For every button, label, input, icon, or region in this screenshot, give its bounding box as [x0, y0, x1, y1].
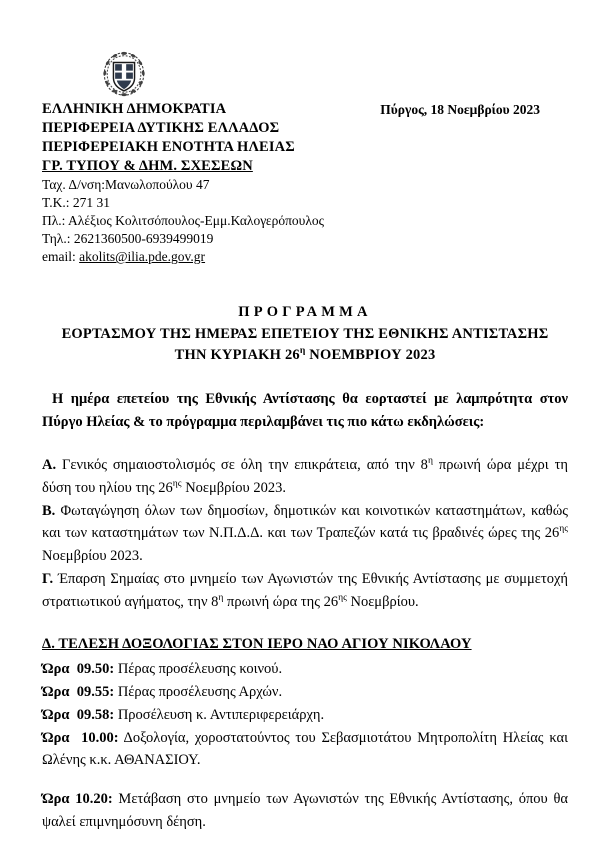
- section-a-sup-1: η: [427, 454, 433, 466]
- contact-email-address[interactable]: akolits@ilia.pde.gov.gr: [79, 249, 206, 265]
- section-item-g: [42, 568, 568, 614]
- section-a-label: Α.: [42, 456, 57, 473]
- title-date-suffix: ΝΟΕΜΒΡΙΟΥ 2023: [305, 346, 436, 363]
- final-time-label: Ώρα: [42, 791, 70, 808]
- schedule-time-label: Ώρα: [42, 729, 70, 746]
- section-a-text-1: Γενικός σημαιοστολισμός σε όλη την επικράτεια, από την 8: [56, 456, 428, 473]
- org-line-office: ΓΡ. ΤΥΠΟΥ & ΔΗΜ. ΣΧΕΣΕΩΝ: [42, 157, 253, 174]
- contact-email: [42, 248, 568, 266]
- contact-email-label: email:: [42, 249, 80, 265]
- section-b-text-1: Φωταγώγηση όλων των δημοσίων, δημοτικών και κοινοτικών καταστημάτων, καθώς και των καταστημάτων των Ν.Π.Δ.Δ. και των Τραπεζών κατά τις βραδινές ώρες της 26: [42, 502, 568, 542]
- schedule-row: [42, 658, 568, 681]
- section-b-sup-1: ης: [559, 523, 568, 535]
- org-line-regional-unit: ΠΕΡΙΦΕΡΕΙΑΚΗ ΕΝΟΤΗΤΑ ΗΛΕΙΑΣ: [42, 138, 295, 155]
- schedule-time-label: Ώρα: [42, 683, 70, 700]
- schedule-time: 09.50:: [76, 660, 115, 677]
- schedule-text: Πέρας προσέλευσης Αρχών.: [114, 683, 283, 700]
- contact-info-officers: Πλ.: Αλέξιος Κολιτσόπουλος-Εμμ.Καλογερόπουλος: [42, 213, 324, 229]
- title-date-line: [42, 345, 568, 366]
- section-item-a: [42, 454, 568, 500]
- section-g-text-3: Νοεμβρίου.: [346, 594, 419, 611]
- intro-paragraph: Η ημέρα επετείου της Εθνικής Αντίστασης θα εορταστεί με λαμπρότητα στον Πύργο Ηλείας & το πρόγραμμα περιλαμβάνει τις πιο κάτω εκδηλώσεις:: [42, 390, 568, 430]
- document-date: Πύργος, 18 Νοεμβρίου 2023: [380, 102, 540, 117]
- schedule-list: [42, 658, 568, 773]
- section-g-text-1: Έπαρση Σημαίας στο μνημείο των Αγωνιστών της Εθνικής Αντίστασης με συμμετοχή στρατιωτικού αγήματος, την 8: [42, 571, 568, 611]
- final-schedule-row: [42, 788, 568, 834]
- page-title: ΠΡΟΓΡΑΜΜΑ: [238, 304, 372, 321]
- section-a-text-3: Νοεμβρίου 2023.: [181, 479, 286, 496]
- section-item-b: [42, 500, 568, 569]
- section-b-label: Β.: [42, 502, 56, 519]
- title-date-prefix: ΤΗΝ ΚΥΡΙΑΚΗ 26: [174, 346, 300, 363]
- schedule-row: [42, 681, 568, 704]
- section-a-sup-2: ης: [172, 477, 182, 489]
- schedule-text: Προσέλευση κ. Αντιπεριφερειάρχη.: [114, 706, 325, 723]
- org-line-country: ΕΛΛΗΝΙΚΗ ΔΗΜΟΚΡΑΤΙΑ: [42, 101, 227, 117]
- schedule-text: Δοξολογία, χοροστατούντος του Σεβασμιοτάτου Μητροπολίτη Ηλείας και Ωλένης κ.κ. ΑΘΑΝΑΣΙΟΥ.: [42, 729, 569, 769]
- schedule-row: [42, 704, 568, 727]
- contact-postcode: Τ.Κ.: 271 31: [42, 195, 110, 211]
- title-date-ordinal: η: [299, 345, 306, 357]
- doxologia-heading: Δ. ΤΕΛΕΣΗ ΔΟΞΟΛΟΓΙΑΣ ΣΤΟΝ ΙΕΡΟ ΝΑΟ ΑΓΙΟΥ ΝΙΚΟΛΑΟΥ: [42, 636, 472, 653]
- sections-list: [42, 454, 568, 614]
- final-text: Μετάβαση στο μνημείο των Αγωνιστών της Εθνικής Αντίστασης, όπου θα ψαλεί επιμνημόσυνη δέηση.: [42, 791, 568, 831]
- final-time: 10.20:: [75, 791, 113, 808]
- schedule-time: 09.55:: [76, 683, 115, 700]
- org-line-region: ΠΕΡΙΦΕΡΕΙΑ ΔΥΤΙΚΗΣ ΕΛΛΑΔΟΣ: [42, 119, 280, 136]
- section-a-text-2: πρωινή ώρα μέχρι τη δύση του ηλίου της 26: [42, 456, 568, 496]
- contact-address: Ταχ. Δ/νση:Μανωλοπούλου 47: [42, 177, 210, 193]
- schedule-text: Πέρας προσέλευσης κοινού.: [114, 660, 283, 677]
- section-g-sup-2: ης: [338, 592, 347, 604]
- organisation-block: [42, 100, 295, 175]
- title-subtitle: ΕΟΡΤΑΣΜΟΥ ΤΗΣ ΗΜΕΡΑΣ ΕΠΕΤΕΙΟΥ ΤΗΣ ΕΘΝΙΚΗΣ ΑΝΤΙΣΤΑΣΗΣ: [61, 325, 549, 342]
- section-g-text-2: πρωινή ώρα της 26: [223, 594, 339, 611]
- greek-coat-of-arms-icon: [100, 50, 148, 98]
- emblem-container: [42, 50, 568, 98]
- schedule-time: 09.58:: [76, 706, 115, 723]
- section-b-text-2: Νοεμβρίου 2023.: [42, 548, 143, 565]
- section-g-sup-1: η: [218, 592, 224, 604]
- schedule-row: [42, 727, 568, 773]
- schedule-time-label: Ώρα: [42, 706, 70, 723]
- schedule-time-label: Ώρα: [42, 660, 70, 677]
- schedule-time: 10.00:: [81, 729, 119, 746]
- document-header: [42, 100, 568, 175]
- section-g-label: Γ.: [42, 571, 54, 588]
- contact-phone: Τηλ.: 2621360500-6939499019: [42, 231, 214, 247]
- title-block: [42, 302, 568, 366]
- contact-details: [42, 176, 568, 266]
